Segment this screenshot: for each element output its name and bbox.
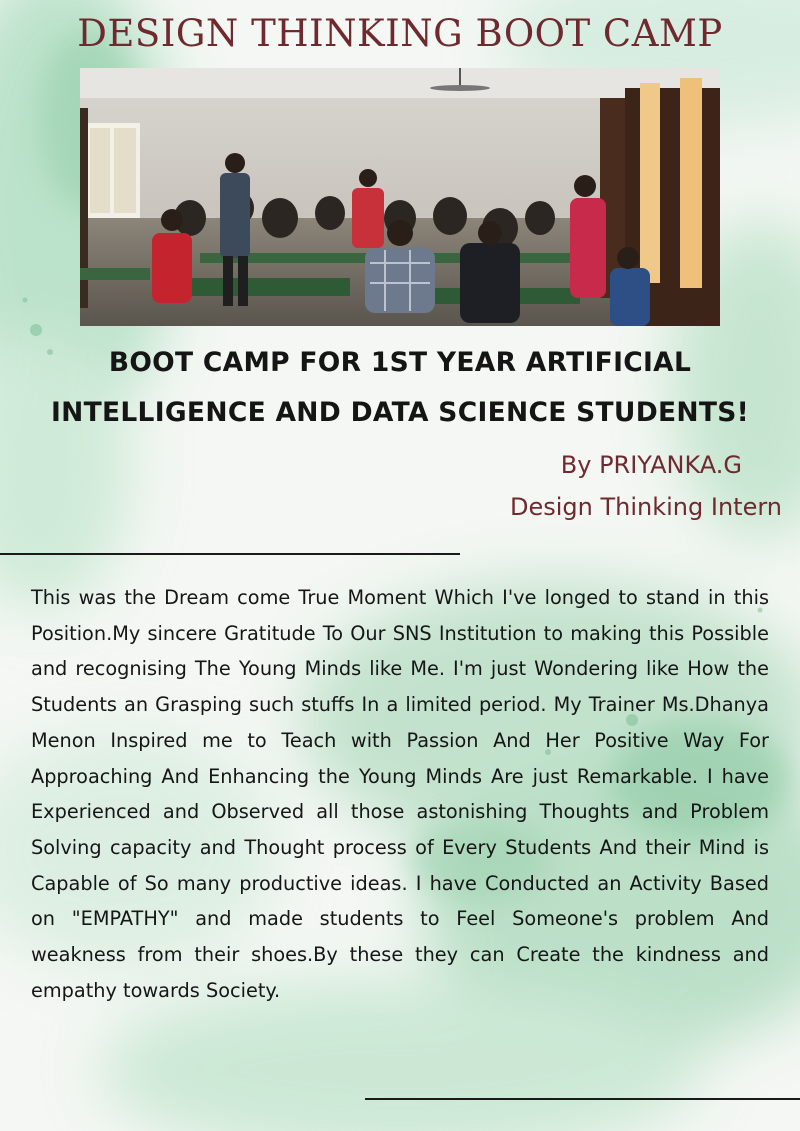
body-paragraph: This was the Dream come True Moment Which I've longed to stand in this Position.My sincere Gratitude To Our SNS Institution to making this Possible and recognising The Young Minds like Me. I'm just Wondering like How the Students an Grasping such stuffs In a limited period. My Trainer Ms.Dhanya Menon Inspired me to Teach with Passion And Her Positive Way For Approaching And Enhancing the Young Minds Are just Remarkable. I have Experienced and Observed all those astonishing Thoughts and Problem Solving capacity and Thought process of Every Students And their Mind is Capable of So many productive ideas. I have Conducted an Activity Based on "EMPATHY" and made students to Feel Someone's problem And weakness from their shoes.By these they can Create the kindness and empathy towards Society. bbox=[31, 586, 769, 1002]
author-role: Design Thinking Intern bbox=[509, 493, 782, 521]
classroom-photo bbox=[80, 68, 720, 326]
headline-line-1: BOOT CAMP FOR 1ST YEAR ARTIFICIAL bbox=[108, 347, 692, 378]
divider-top bbox=[0, 553, 460, 555]
headline-line-2: INTELLIGENCE AND DATA SCIENCE STUDENTS! bbox=[50, 397, 750, 428]
page-title: DESIGN THINKING BOOT CAMP bbox=[77, 12, 723, 55]
author-byline: By PRIYANKA.G bbox=[560, 451, 742, 479]
headline bbox=[10, 338, 790, 438]
author-block bbox=[510, 444, 782, 528]
divider-bottom bbox=[365, 1098, 800, 1100]
